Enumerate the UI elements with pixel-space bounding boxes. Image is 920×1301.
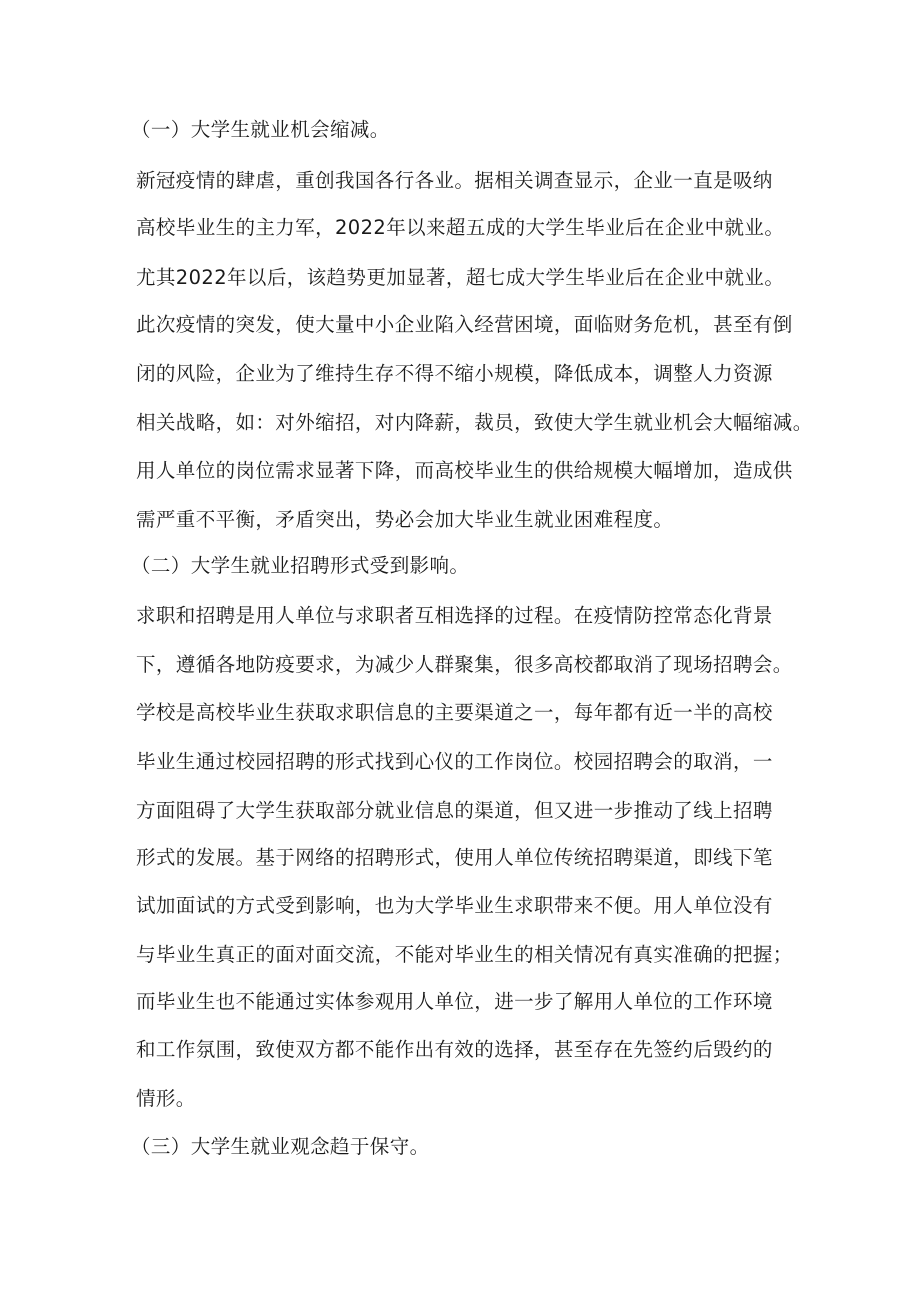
section-heading-2: （二）大学生就业招聘形式受到影响。	[131, 554, 470, 577]
section-heading-1: （一）大学生就业机会缩减。	[131, 118, 390, 141]
paragraph-line: 方面阻碍了大学生获取部分就业信息的渠道，但又进一步推动了线上招聘	[136, 799, 773, 822]
paragraph-line: 尤其2022年以后，该趋势更加显著，超七成大学生毕业后在企业中就业。	[136, 266, 785, 289]
paragraph-line: 需严重不平衡，矛盾突出，势必会加大毕业生就业困难程度。	[136, 508, 674, 531]
paragraph-line: 和工作氛围，致使双方都不能作出有效的选择，甚至存在先签约后毁约的	[136, 1038, 773, 1061]
paragraph-line: 闭的风险，企业为了维持生存不得不缩小规模，降低成本，调整人力资源	[136, 362, 773, 385]
paragraph-line: 下，遵循各地防疫要求，为减少人群聚集，很多高校都取消了现场招聘会。	[136, 653, 793, 676]
paragraph-line: 新冠疫情的肆虐，重创我国各行各业。据相关调查显示，企业一直是吸纳	[136, 169, 773, 192]
paragraph-line: 此次疫情的突发，使大量中小企业陷入经营困境，面临财务危机，甚至有倒	[136, 313, 793, 336]
paragraph-line: 毕业生通过校园招聘的形式找到心仪的工作岗位。校园招聘会的取消，一	[136, 750, 773, 773]
paragraph-line: 情形。	[136, 1087, 196, 1110]
paragraph-line: 与毕业生真正的面对面交流，不能对毕业生的相关情况有真实准确的把握；	[136, 943, 793, 966]
paragraph-line: 学校是高校毕业生获取求职信息的主要渠道之一，每年都有近一半的高校	[136, 701, 773, 724]
paragraph-line: 试加面试的方式受到影响，也为大学毕业生求职带来不便。用人单位没有	[136, 894, 773, 917]
paragraph-line: 求职和招聘是用人单位与求职者互相选择的过程。在疫情防控常态化背景	[136, 604, 773, 627]
paragraph-line: 相关战略，如：对外缩招，对内降薪，裁员，致使大学生就业机会大幅缩减。	[136, 411, 813, 434]
paragraph-line: 而毕业生也不能通过实体参观用人单位，进一步了解用人单位的工作环境	[136, 990, 773, 1013]
paragraph-line: 用人单位的岗位需求显著下降，而高校毕业生的供给规模大幅增加，造成供	[136, 459, 793, 482]
section-heading-3: （三）大学生就业观念趋于保守。	[131, 1135, 430, 1158]
paragraph-line: 形式的发展。基于网络的招聘形式，使用人单位传统招聘渠道，即线下笔	[136, 846, 773, 869]
paragraph-line: 高校毕业生的主力军，2022年以来超五成的大学生毕业后在企业中就业。	[136, 216, 785, 239]
